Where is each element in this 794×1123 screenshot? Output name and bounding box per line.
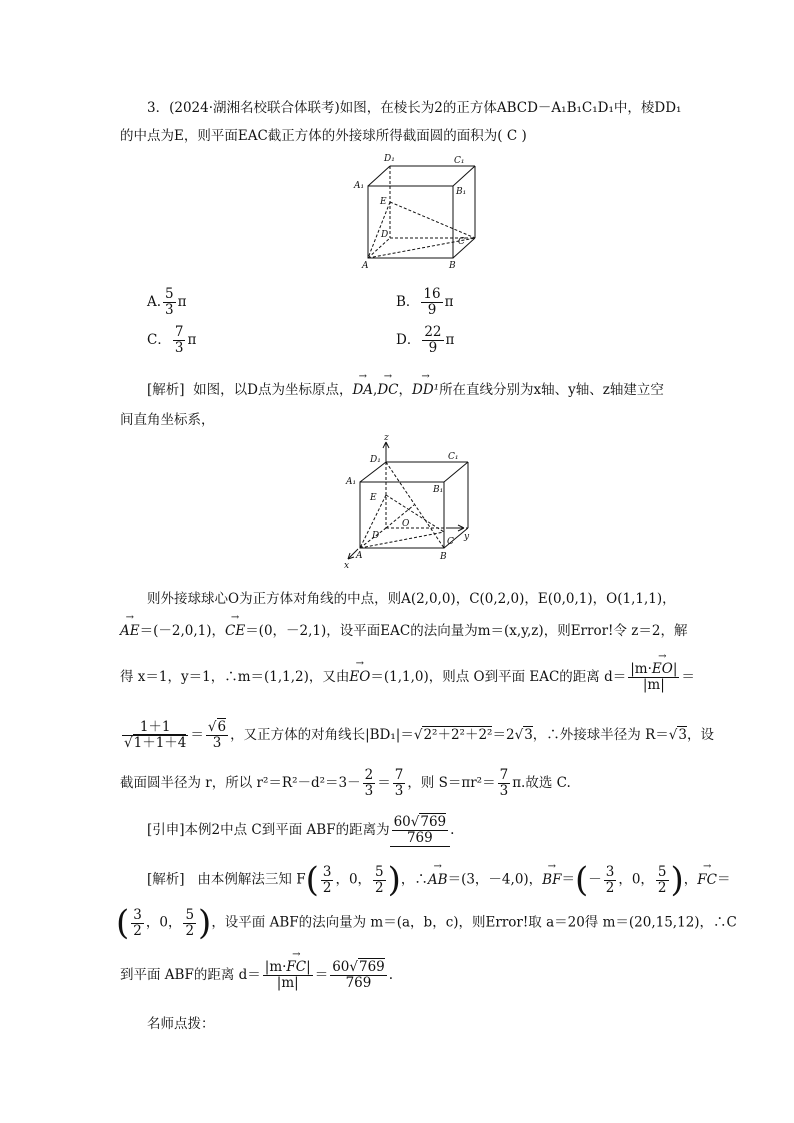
- label-A: A: [356, 551, 363, 561]
- label-B: B: [449, 261, 456, 270]
- label-A: A: [362, 261, 369, 270]
- label-C1: C₁: [448, 452, 459, 462]
- label-C: C: [458, 237, 465, 247]
- label-y: y: [464, 532, 470, 542]
- teacher-tips-label: 名师点拨：: [147, 1016, 215, 1032]
- label-x: x: [344, 561, 350, 571]
- label-A1: A₁: [346, 477, 357, 487]
- label-D: D: [372, 531, 380, 541]
- label-D1: D₁: [384, 154, 395, 164]
- cube-figure-1: [350, 150, 480, 270]
- extension-line-2: [解析] 由本例解法三知 F( $\frac{3}{2}$ ，0， $\frac{5}{2}$ )，∴→ AB＝(3，－4,0)，→ BF＝(－ $\frac{3}{2}$ ，0， $\frac{5}{2}$ )，→ FC＝: [147, 863, 730, 897]
- label-C1: C₁: [454, 156, 465, 166]
- label-B: B: [440, 552, 447, 562]
- option-a: A. $\frac{5}{3}$ π: [147, 286, 187, 318]
- label-B1: B₁: [456, 187, 467, 197]
- label-z: z: [384, 433, 389, 443]
- solution-line-6: $\frac{1+1}{√1+1+4}$ ＝ $\frac{√6}{3}$ ，又正方体的对角线长|BD₁|＝√2²＋2²＋2²＝2√3，∴外接球半径为 R＝√3，设: [124, 719, 714, 751]
- extension-line-3: ( $\frac{3}{2}$ ，0， $\frac{5}{2}$ )，设平面 ABF的法向量为 m＝(a，b，c)，则Error!取 a＝20得 m＝(20,15,12)，∴C: [116, 903, 737, 943]
- extension-line-1: [引申]本例2中点 C到平面 ABF的距离为 $\frac{60√769}{769}$ .: [147, 814, 455, 846]
- label-O: O: [402, 519, 410, 529]
- label-E: E: [370, 493, 377, 503]
- label-D: D: [381, 230, 389, 240]
- solution-line-7: 截面圆半径为 r，所以 r²＝R²－d²＝3－ $\frac{2}{3}$ ＝ $\frac{7}{3}$ ，则 S＝πr²＝ $\frac{7}{3}$ π.故选 C.: [120, 767, 571, 799]
- analysis-line-1: [解析] 如图，以D点为坐标原点，→ DA,→ DC，→ DD¹所在直线分别为x轴、y轴、z轴建立空: [147, 378, 664, 398]
- solution-line-3: 则外接球球心O为正方体对角线的中点，则A(2,0,0)，C(0,2,0)，E(0,0,1)，O(1,1,1)，: [147, 591, 676, 607]
- label-D1: D₁: [370, 455, 381, 465]
- question-line-2: 的中点为E，则平面EAC截正方体的外接球所得截面圆的面积为( C ): [120, 128, 527, 144]
- label-B1: B₁: [433, 485, 444, 495]
- label-C: C: [447, 537, 454, 547]
- cube-figure-2: [336, 432, 486, 572]
- option-b: B． $\frac{16}{9}$ π: [396, 286, 454, 318]
- solution-line-5: 得 x＝1，y＝1，∴m＝(1,1,2)，又由→ EO＝(1,1,0)，则点 O到平面 EAC的距离 d＝ $\frac{|m\cdot\to EO|}{|m|}$ ＝: [120, 662, 695, 693]
- option-d: D． $\frac{22}{9}$ π: [396, 324, 455, 356]
- question-line-1: 3．(2024·湖湘名校联合体联考)如图，在棱长为2的正方体ABCD－A₁B₁C₁D₁中，棱DD₁: [147, 100, 682, 116]
- extension-line-4: 到平面 ABF的距离 d＝ $\frac{|m\cdot\to FC|}{|m|}$ ＝ $\frac{60√769}{769}$ .: [120, 960, 393, 991]
- label-E: E: [380, 197, 387, 207]
- solution-line-4: → AE＝(－2,0,1)，→ CE＝(0，－2,1)，设平面EAC的法向量为m＝(x,y,z)，则Error!令 z＝2，解: [120, 619, 687, 639]
- label-A1: A₁: [354, 181, 365, 191]
- option-c: C． $\frac{7}{3}$ π: [147, 324, 197, 356]
- analysis-line-2: 间直角坐标系，: [120, 412, 215, 428]
